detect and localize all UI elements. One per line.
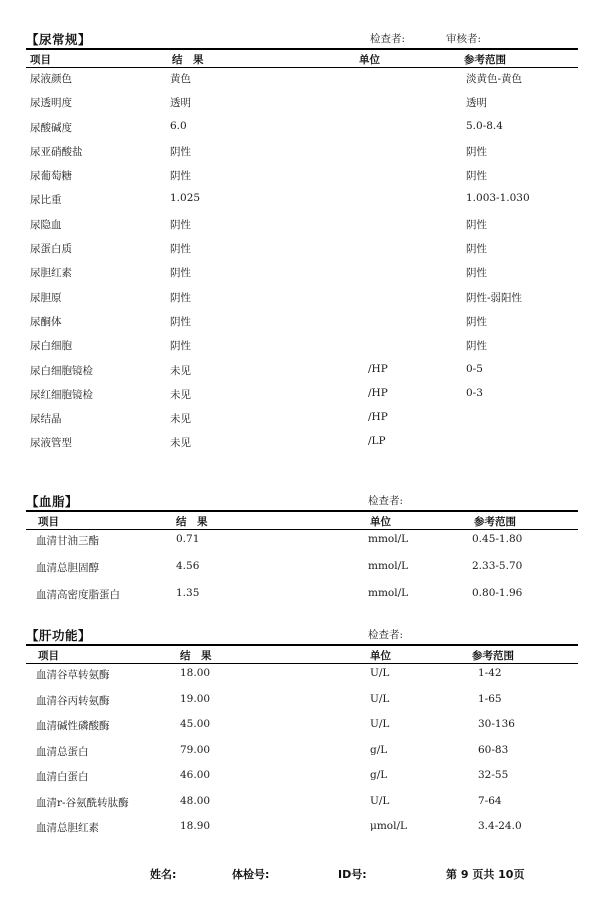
- row-item: 尿透明度: [30, 97, 72, 110]
- row-ref: 7-64: [478, 794, 502, 807]
- row-unit: /LP: [368, 435, 386, 448]
- liver-column-header: [26, 646, 578, 663]
- row-item: 尿蛋白质: [30, 243, 72, 256]
- row-result: 阴性: [170, 170, 191, 183]
- table-row: [26, 68, 578, 92]
- row-ref: 阴性: [466, 170, 487, 183]
- row-result: 阴性: [170, 291, 191, 304]
- lipids-col-item: 项目: [38, 516, 59, 528]
- urine-section-title: 【尿常规】: [26, 32, 92, 47]
- row-result: 19.00: [180, 692, 211, 705]
- liver-col-unit: 单位: [370, 650, 391, 662]
- table-row: [26, 432, 578, 456]
- row-ref: 0-3: [466, 386, 483, 399]
- row-ref: 1.003-1.030: [466, 192, 530, 205]
- row-item: 尿比重: [30, 194, 62, 207]
- liver-section-title: 【肝功能】: [26, 628, 92, 643]
- urine-column-header: [26, 50, 578, 67]
- row-item: 尿结晶: [30, 413, 62, 426]
- row-item: 血清谷丙转氨酶: [36, 694, 110, 707]
- urine-rows: [26, 68, 578, 457]
- row-item: 尿葡萄糖: [30, 170, 72, 183]
- row-ref: 60-83: [478, 743, 509, 756]
- row-item: 尿白细胞镜检: [30, 364, 93, 377]
- row-ref: 32-55: [478, 769, 509, 781]
- lipids-column-header: [26, 512, 578, 529]
- footer-id-label: ID号:: [338, 868, 367, 881]
- footer-name-label: 姓名:: [150, 868, 177, 881]
- row-result: 46.00: [180, 769, 211, 781]
- table-row: [26, 189, 578, 213]
- row-result: 18.00: [180, 667, 211, 679]
- row-result: 0.71: [176, 533, 200, 545]
- row-result: 阴性: [170, 267, 191, 280]
- table-row: [26, 766, 578, 792]
- table-row: [26, 335, 578, 359]
- table-row: [26, 741, 578, 767]
- liver-section-header: [26, 626, 578, 644]
- row-unit: U/L: [370, 794, 390, 807]
- table-row: [26, 262, 578, 286]
- row-ref: 1-42: [478, 667, 502, 679]
- row-result: 阴性: [170, 218, 191, 231]
- row-result: 未见: [170, 364, 191, 377]
- urine-section: [26, 30, 578, 457]
- row-ref: 阴性: [466, 340, 487, 353]
- row-result: 6.0: [170, 119, 187, 132]
- row-ref: 阴性-弱阳性: [466, 291, 523, 304]
- row-result: 未见: [170, 413, 191, 426]
- table-row: [26, 664, 578, 690]
- lipids-section-title: 【血脂】: [26, 494, 79, 509]
- table-row: [26, 584, 578, 611]
- table-row: [26, 92, 578, 116]
- row-result: 阴性: [170, 340, 191, 353]
- footer-exam-no-label: 体检号:: [232, 868, 270, 881]
- row-result: 45.00: [180, 718, 211, 730]
- urine-inspector-label: 检查者:: [370, 33, 406, 45]
- row-unit: mmol/L: [368, 560, 409, 572]
- liver-col-item: 项目: [38, 650, 59, 662]
- row-item: 尿液颜色: [30, 73, 72, 85]
- table-row: [26, 384, 578, 408]
- row-item: 尿白细胞: [30, 340, 72, 353]
- row-item: 血清r-谷氨酰转肽酶: [36, 796, 129, 809]
- row-result: 未见: [170, 388, 191, 401]
- row-item: 血清总胆红素: [36, 822, 99, 834]
- lipids-section: [26, 492, 578, 611]
- row-item: 尿酮体: [30, 315, 62, 328]
- row-item: 尿胆原: [30, 291, 62, 304]
- liver-col-result: 结 果: [180, 650, 212, 662]
- lipids-col-unit: 单位: [370, 516, 391, 528]
- row-ref: 3.4-24.0: [478, 820, 522, 832]
- row-item: 尿亚硝酸盐: [30, 145, 83, 158]
- row-result: 阴性: [170, 315, 191, 328]
- row-ref: 阴性: [466, 145, 487, 158]
- urine-section-header: [26, 30, 578, 48]
- table-row: [26, 792, 578, 818]
- table-row: [26, 214, 578, 238]
- row-unit: g/L: [370, 743, 388, 756]
- row-unit: /HP: [368, 411, 388, 424]
- row-ref: 5.0-8.4: [466, 119, 503, 132]
- table-row: [26, 408, 578, 432]
- row-item: 尿隐血: [30, 218, 62, 231]
- table-row: [26, 690, 578, 716]
- urine-reviewer-label: 审核者:: [446, 33, 482, 45]
- liver-col-ref: 参考范围: [472, 650, 514, 662]
- row-item: 血清总蛋白: [36, 745, 89, 758]
- row-item: 尿红细胞镜检: [30, 388, 93, 401]
- row-ref: 透明: [466, 97, 487, 110]
- row-item: 血清谷草转氨酶: [36, 669, 110, 681]
- row-item: 血清甘油三酯: [36, 535, 99, 547]
- liver-rows: [26, 664, 578, 843]
- row-unit: U/L: [370, 718, 390, 730]
- row-unit: μmol/L: [370, 820, 407, 832]
- urine-col-item: 项目: [30, 54, 51, 66]
- row-unit: mmol/L: [368, 587, 409, 599]
- table-row: [26, 360, 578, 384]
- table-row: [26, 715, 578, 741]
- table-row: [26, 117, 578, 141]
- row-item: 尿液管型: [30, 437, 72, 450]
- row-ref: 阴性: [466, 218, 487, 231]
- table-row: [26, 238, 578, 262]
- lipids-inspector-label: 检查者:: [368, 495, 404, 507]
- row-ref: 阴性: [466, 267, 487, 280]
- row-item: 血清白蛋白: [36, 771, 89, 783]
- row-result: 48.00: [180, 794, 211, 807]
- table-row: [26, 557, 578, 584]
- row-result: 黄色: [170, 73, 191, 85]
- table-row: [26, 141, 578, 165]
- lipids-rows: [26, 530, 578, 611]
- row-ref: 淡黄色-黄色: [466, 73, 523, 85]
- row-result: 18.90: [180, 820, 211, 832]
- lipids-col-result: 结 果: [176, 516, 208, 528]
- page-footer: [0, 866, 600, 886]
- row-unit: /HP: [368, 362, 388, 375]
- row-item: 血清总胆固醇: [36, 562, 99, 574]
- liver-inspector-label: 检查者:: [368, 629, 404, 641]
- row-result: 阴性: [170, 145, 191, 158]
- liver-section: [26, 626, 578, 843]
- row-result: 透明: [170, 97, 191, 110]
- row-ref: 阴性: [466, 243, 487, 256]
- row-item: 血清碱性磷酸酶: [36, 720, 110, 732]
- row-ref: 30-136: [478, 718, 515, 730]
- row-unit: U/L: [370, 667, 390, 679]
- row-result: 4.56: [176, 560, 200, 572]
- lipids-section-header: [26, 492, 578, 510]
- urine-col-result: 结 果: [172, 54, 204, 66]
- table-row: [26, 287, 578, 311]
- urine-col-unit: 单位: [359, 54, 380, 66]
- row-ref: 0.80-1.96: [472, 587, 523, 599]
- table-row: [26, 311, 578, 335]
- row-ref: 2.33-5.70: [472, 560, 523, 572]
- table-row: [26, 817, 578, 843]
- lipids-col-ref: 参考范围: [474, 516, 516, 528]
- row-unit: U/L: [370, 692, 390, 705]
- row-result: 79.00: [180, 743, 211, 756]
- row-item: 尿酸碱度: [30, 121, 72, 134]
- urine-col-ref: 参考范围: [464, 54, 506, 66]
- table-row: [26, 530, 578, 557]
- row-result: 未见: [170, 437, 191, 450]
- row-unit: g/L: [370, 769, 388, 781]
- row-ref: 0.45-1.80: [472, 533, 523, 545]
- row-result: 1.35: [176, 587, 200, 599]
- row-unit: mmol/L: [368, 533, 409, 545]
- row-result: 1.025: [170, 192, 201, 205]
- row-item: 血清高密度脂蛋白: [36, 589, 120, 601]
- row-unit: /HP: [368, 386, 388, 399]
- row-result: 阴性: [170, 243, 191, 256]
- row-ref: 0-5: [466, 362, 483, 375]
- footer-page-info: 第 9 页共 10页: [446, 868, 525, 881]
- row-ref: 1-65: [478, 692, 502, 705]
- row-item: 尿胆红素: [30, 267, 72, 280]
- table-row: [26, 165, 578, 189]
- row-ref: 阴性: [466, 315, 487, 328]
